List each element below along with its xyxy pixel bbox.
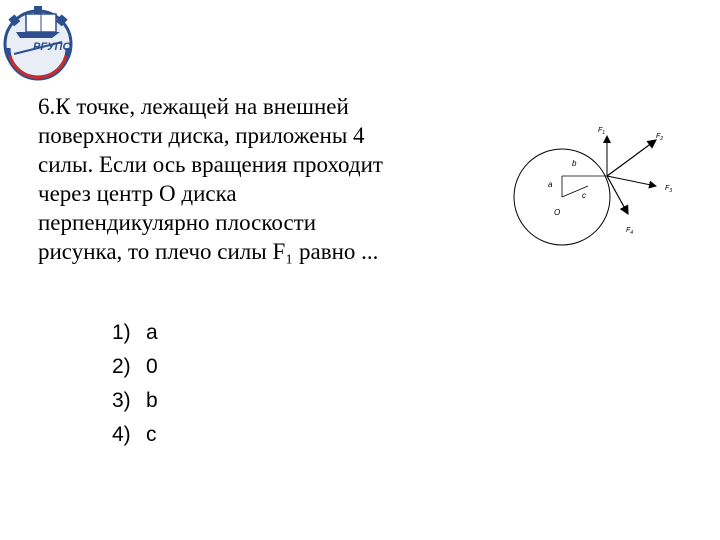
answer-text: 0	[146, 355, 158, 378]
question-line: перпендикулярно плоскости	[38, 210, 317, 235]
label-f1: $F_1$	[598, 127, 606, 136]
question-line: рисунка, то плечо силы F₁ равно ...	[38, 239, 379, 264]
answer-option-2[interactable]	[112, 350, 158, 384]
answer-number: 3)	[112, 389, 131, 412]
question-line: через центр О диска	[38, 181, 237, 206]
label-f2: $F_2$	[656, 133, 664, 142]
label-f4: $F_4$	[626, 227, 634, 236]
label-a: a	[548, 180, 553, 189]
answer-number: 1)	[112, 321, 131, 344]
answer-text: b	[146, 389, 158, 412]
svg-text:РГУПС: РГУПС	[33, 41, 71, 53]
label-b: b	[572, 159, 577, 168]
answer-text: c	[146, 423, 157, 446]
answer-option-4[interactable]	[112, 418, 158, 452]
answer-number: 2)	[112, 355, 131, 378]
question-text	[38, 92, 478, 266]
answer-number: 4)	[112, 423, 131, 446]
force-diagram	[510, 118, 690, 258]
answer-option-3[interactable]	[112, 384, 158, 418]
answer-list	[112, 316, 158, 452]
label-o: O	[554, 208, 561, 217]
label-f3: $F_3$	[665, 185, 673, 194]
question-line: силы. Если ось вращения проходит	[38, 152, 383, 177]
force-vector-3	[607, 176, 656, 186]
answer-text: a	[146, 321, 158, 344]
label-c: c	[582, 191, 586, 200]
force-vector-2	[607, 140, 656, 176]
university-logo	[0, 2, 76, 82]
question-line: поверхности диска, приложены 4	[38, 123, 365, 148]
question-line: 6.К точке, лежащей на внешней	[38, 94, 349, 119]
answer-option-1[interactable]	[112, 316, 158, 350]
